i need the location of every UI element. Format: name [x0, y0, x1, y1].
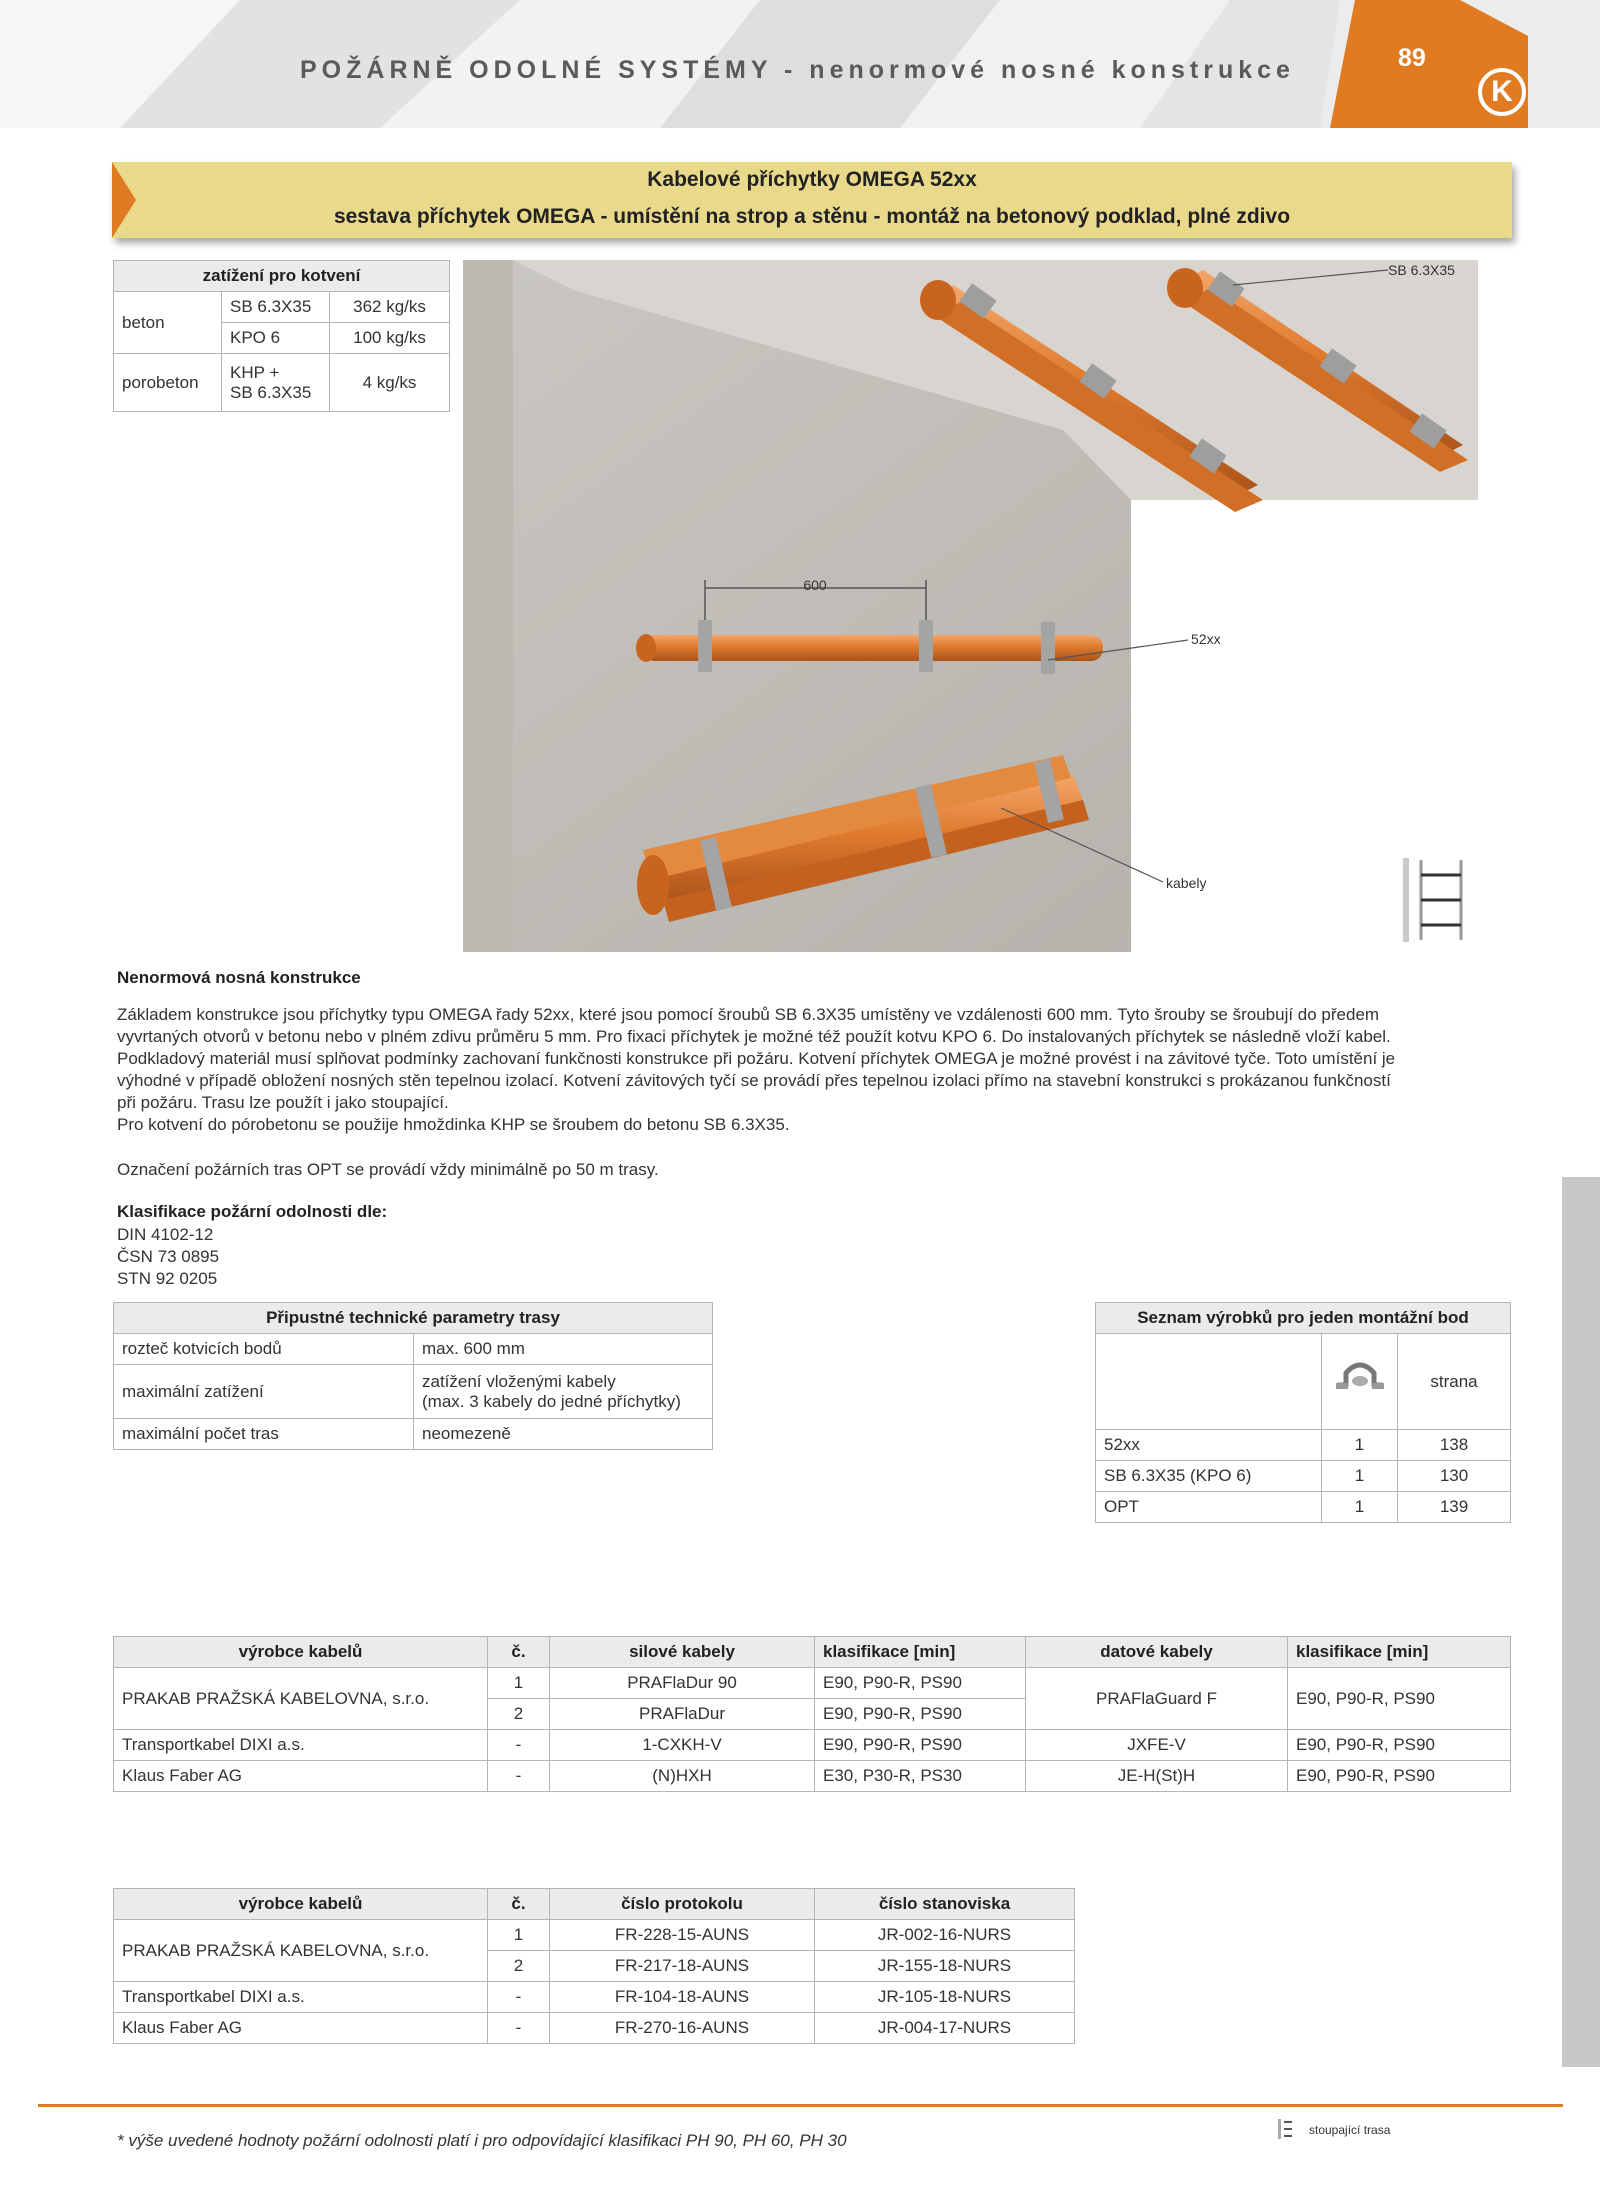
protocol-no: -	[488, 2013, 550, 2044]
protocol-number: FR-104-18-AUNS	[550, 1982, 815, 2013]
cables-col-header: výrobce kabelů	[114, 1637, 488, 1668]
parameter-value	[414, 1365, 713, 1419]
product-qty: 1	[1322, 1430, 1398, 1461]
description-line: Podkladový materiál musí splňovat podmínky zachovaní funkčnosti konstrukce při požáru. Kotvení příchytek OMEGA je možné provést i na závitové tyče. Toto umístění je	[117, 1049, 1396, 1068]
opinion-number: JR-002-16-NURS	[815, 1920, 1075, 1951]
products-table-header: Seznam výrobků pro jeden montážní bod	[1096, 1303, 1511, 1334]
banner-title: Kabelové příchytky OMEGA 52xx	[647, 168, 977, 191]
load-anchor: SB 6.3X35	[222, 292, 330, 323]
cables-table	[113, 1636, 1511, 1792]
product-page: 130	[1398, 1461, 1511, 1492]
product-page: 139	[1398, 1492, 1511, 1523]
load-table-header: zatížení pro kotvení	[114, 261, 450, 292]
parameter-label: maximální zatížení	[114, 1365, 414, 1419]
load-anchor-line: SB 6.3X35	[230, 382, 312, 402]
protocol-no: 1	[488, 1920, 550, 1951]
description-line: vyvrtaných otvorů v betonu nebo v plném zdivu průměru 5 mm. Pro fixaci příchytek je možné též použít kotvu KPO 6. Do instalovaných příchytek se následně vloží kabel.	[117, 1027, 1391, 1046]
product-qty: 1	[1322, 1492, 1398, 1523]
load-value: 362 kg/ks	[330, 292, 450, 323]
load-anchor-line: KHP +	[230, 362, 280, 382]
protocols-col-header: číslo stanoviska	[815, 1889, 1075, 1920]
cables-col-header: klasifikace [min]	[1288, 1637, 1511, 1668]
parameter-label: rozteč kotvicích bodů	[114, 1334, 414, 1365]
legend-label: stoupající trasa	[1309, 2123, 1391, 2137]
products-blank-cell	[1096, 1334, 1322, 1430]
sb-label: SB 6.3X35	[1388, 262, 1455, 278]
power-cable: PRAFlaDur	[550, 1699, 815, 1730]
protocol-maker: PRAKAB PRAŽSKÁ KABELOVNA, s.r.o.	[114, 1920, 488, 1982]
protocols-col-header: výrobce kabelů	[114, 1889, 488, 1920]
installation-illustration	[463, 260, 1483, 952]
product-qty: 1	[1322, 1461, 1398, 1492]
parameter-value-line: zatížení vloženými kabely	[422, 1371, 616, 1391]
protocol-number: FR-228-15-AUNS	[550, 1920, 815, 1951]
description-line: při požáru. Trasu lze použít i jako stoupající.	[117, 1093, 449, 1112]
parameters-table-header: Připustné technické parametry trasy	[114, 1303, 713, 1334]
protocol-no: 2	[488, 1951, 550, 1982]
description-line: Základem konstrukce jsou příchytky typu OMEGA řady 52xx, které jsou pomocí šroubů SB 6.3X35 umístěny ve vzdálenosti 600 mm. Tyto šrouby se šroubují do předem	[117, 1005, 1380, 1024]
power-classification: E90, P90-R, PS90	[815, 1730, 1026, 1761]
cable-maker: Klaus Faber AG	[114, 1761, 488, 1792]
data-cable: JXFE-V	[1026, 1730, 1288, 1761]
description-paragraph	[117, 1004, 1507, 1136]
cables-col-header: silové kabely	[550, 1637, 815, 1668]
protocol-number: FR-217-18-AUNS	[550, 1951, 815, 1982]
footnote: * výše uvedené hodnoty požární odolnosti platí i pro odpovídající klasifikaci PH 90, PH 60, PH 30	[117, 2131, 847, 2150]
cable-no: -	[488, 1761, 550, 1792]
data-classification: E90, P90-R, PS90	[1288, 1761, 1511, 1792]
header-title: POŽÁRNĚ ODOLNÉ SYSTÉMY - nenormové nosné konstrukce	[300, 56, 1295, 84]
brand-logo: K	[1478, 68, 1526, 116]
load-anchor: KPO 6	[222, 323, 330, 354]
cables-col-header: č.	[488, 1637, 550, 1668]
protocol-maker: Klaus Faber AG	[114, 2013, 488, 2044]
section-heading: Nenormová nosná konstrukce	[117, 968, 361, 987]
load-anchor	[222, 354, 330, 412]
opinion-number: JR-004-17-NURS	[815, 2013, 1075, 2044]
data-cable: JE-H(St)H	[1026, 1761, 1288, 1792]
data-cable: PRAFlaGuard F	[1026, 1668, 1288, 1730]
banner-subtitle: sestava příchytek OMEGA - umístění na strop a stěnu - montáž na betonový podklad, plné zdivo	[333, 205, 1291, 228]
product-name: SB 6.3X35 (KPO 6)	[1096, 1461, 1322, 1492]
opinion-number: JR-155-18-NURS	[815, 1951, 1075, 1982]
products-col-page: strana	[1398, 1334, 1511, 1430]
parameters-table	[113, 1302, 713, 1450]
cable-maker: Transportkabel DIXI a.s.	[114, 1730, 488, 1761]
products-table	[1095, 1302, 1511, 1523]
load-porobeton-label: porobeton	[114, 354, 222, 412]
cable-no: 2	[488, 1699, 550, 1730]
cable-no: -	[488, 1730, 550, 1761]
load-value: 4 kg/ks	[330, 354, 450, 412]
protocol-maker: Transportkabel DIXI a.s.	[114, 1982, 488, 2013]
classification-item: ČSN 73 0895	[117, 1247, 220, 1266]
protocols-col-header: č.	[488, 1889, 550, 1920]
power-classification: E90, P90-R, PS90	[815, 1699, 1026, 1730]
wall-edge	[463, 260, 513, 952]
page-number: 89	[1398, 44, 1426, 72]
parameter-value-line: (max. 3 kabely do jedné příchytky)	[422, 1391, 681, 1411]
protocols-col-header: číslo protokolu	[550, 1889, 815, 1920]
classification-heading: Klasifikace požární odolnosti dle:	[117, 1202, 388, 1221]
description-line: výhodné v případě obložení nosných stěn tepelnou izolací. Kotvení závitových tyčí se provádí přes tepelnou izolaci přímo na stavební konstrukci s prokázanou funkčností	[117, 1071, 1391, 1090]
opinion-number: JR-105-18-NURS	[815, 1982, 1075, 2013]
power-classification: E30, P30-R, PS30	[815, 1761, 1026, 1792]
protocols-table	[113, 1888, 1075, 2044]
protocol-no: -	[488, 1982, 550, 2013]
data-classification: E90, P90-R, PS90	[1288, 1668, 1511, 1730]
cable-maker: PRAKAB PRAŽSKÁ KABELOVNA, s.r.o.	[114, 1668, 488, 1730]
side-tab	[1562, 1177, 1600, 2067]
spacing-label: 600	[803, 577, 827, 593]
parameter-value: max. 600 mm	[414, 1334, 713, 1365]
load-value: 100 kg/ks	[330, 323, 450, 354]
marking-note: Označení požárních tras OPT se provádí vždy minimálně po 50 m trasy.	[117, 1160, 659, 1179]
load-beton-label: beton	[114, 292, 222, 354]
product-name: OPT	[1096, 1492, 1322, 1523]
product-name: 52xx	[1096, 1430, 1322, 1461]
footer-divider	[38, 2104, 1563, 2107]
data-classification: E90, P90-R, PS90	[1288, 1730, 1511, 1761]
power-cable: PRAFlaDur 90	[550, 1668, 815, 1699]
clip-icon-cell	[1322, 1334, 1398, 1430]
cables-col-header: datové kabely	[1026, 1637, 1288, 1668]
rising-route-legend-icon	[1277, 2118, 1293, 2140]
protocol-number: FR-270-16-AUNS	[550, 2013, 815, 2044]
classification-item: DIN 4102-12	[117, 1225, 214, 1244]
omega-clip-icon	[1332, 1355, 1388, 1403]
power-cable: 1-CXKH-V	[550, 1730, 815, 1761]
clip-52xx-label: 52xx	[1191, 631, 1221, 647]
product-page: 138	[1398, 1430, 1511, 1461]
cables-label: kabely	[1166, 875, 1207, 891]
cable-no: 1	[488, 1668, 550, 1699]
power-cable: (N)HXH	[550, 1761, 815, 1792]
cables-col-header: klasifikace [min]	[815, 1637, 1026, 1668]
power-classification: E90, P90-R, PS90	[815, 1668, 1026, 1699]
classification-item: STN 92 0205	[117, 1269, 218, 1288]
description-line: Pro kotvení do pórobetonu se použije hmoždinka KHP se šroubem do betonu SB 6.3X35.	[117, 1115, 790, 1134]
parameter-value: neomezeně	[414, 1419, 713, 1450]
parameter-label: maximální počet tras	[114, 1419, 414, 1450]
load-table	[113, 260, 450, 412]
